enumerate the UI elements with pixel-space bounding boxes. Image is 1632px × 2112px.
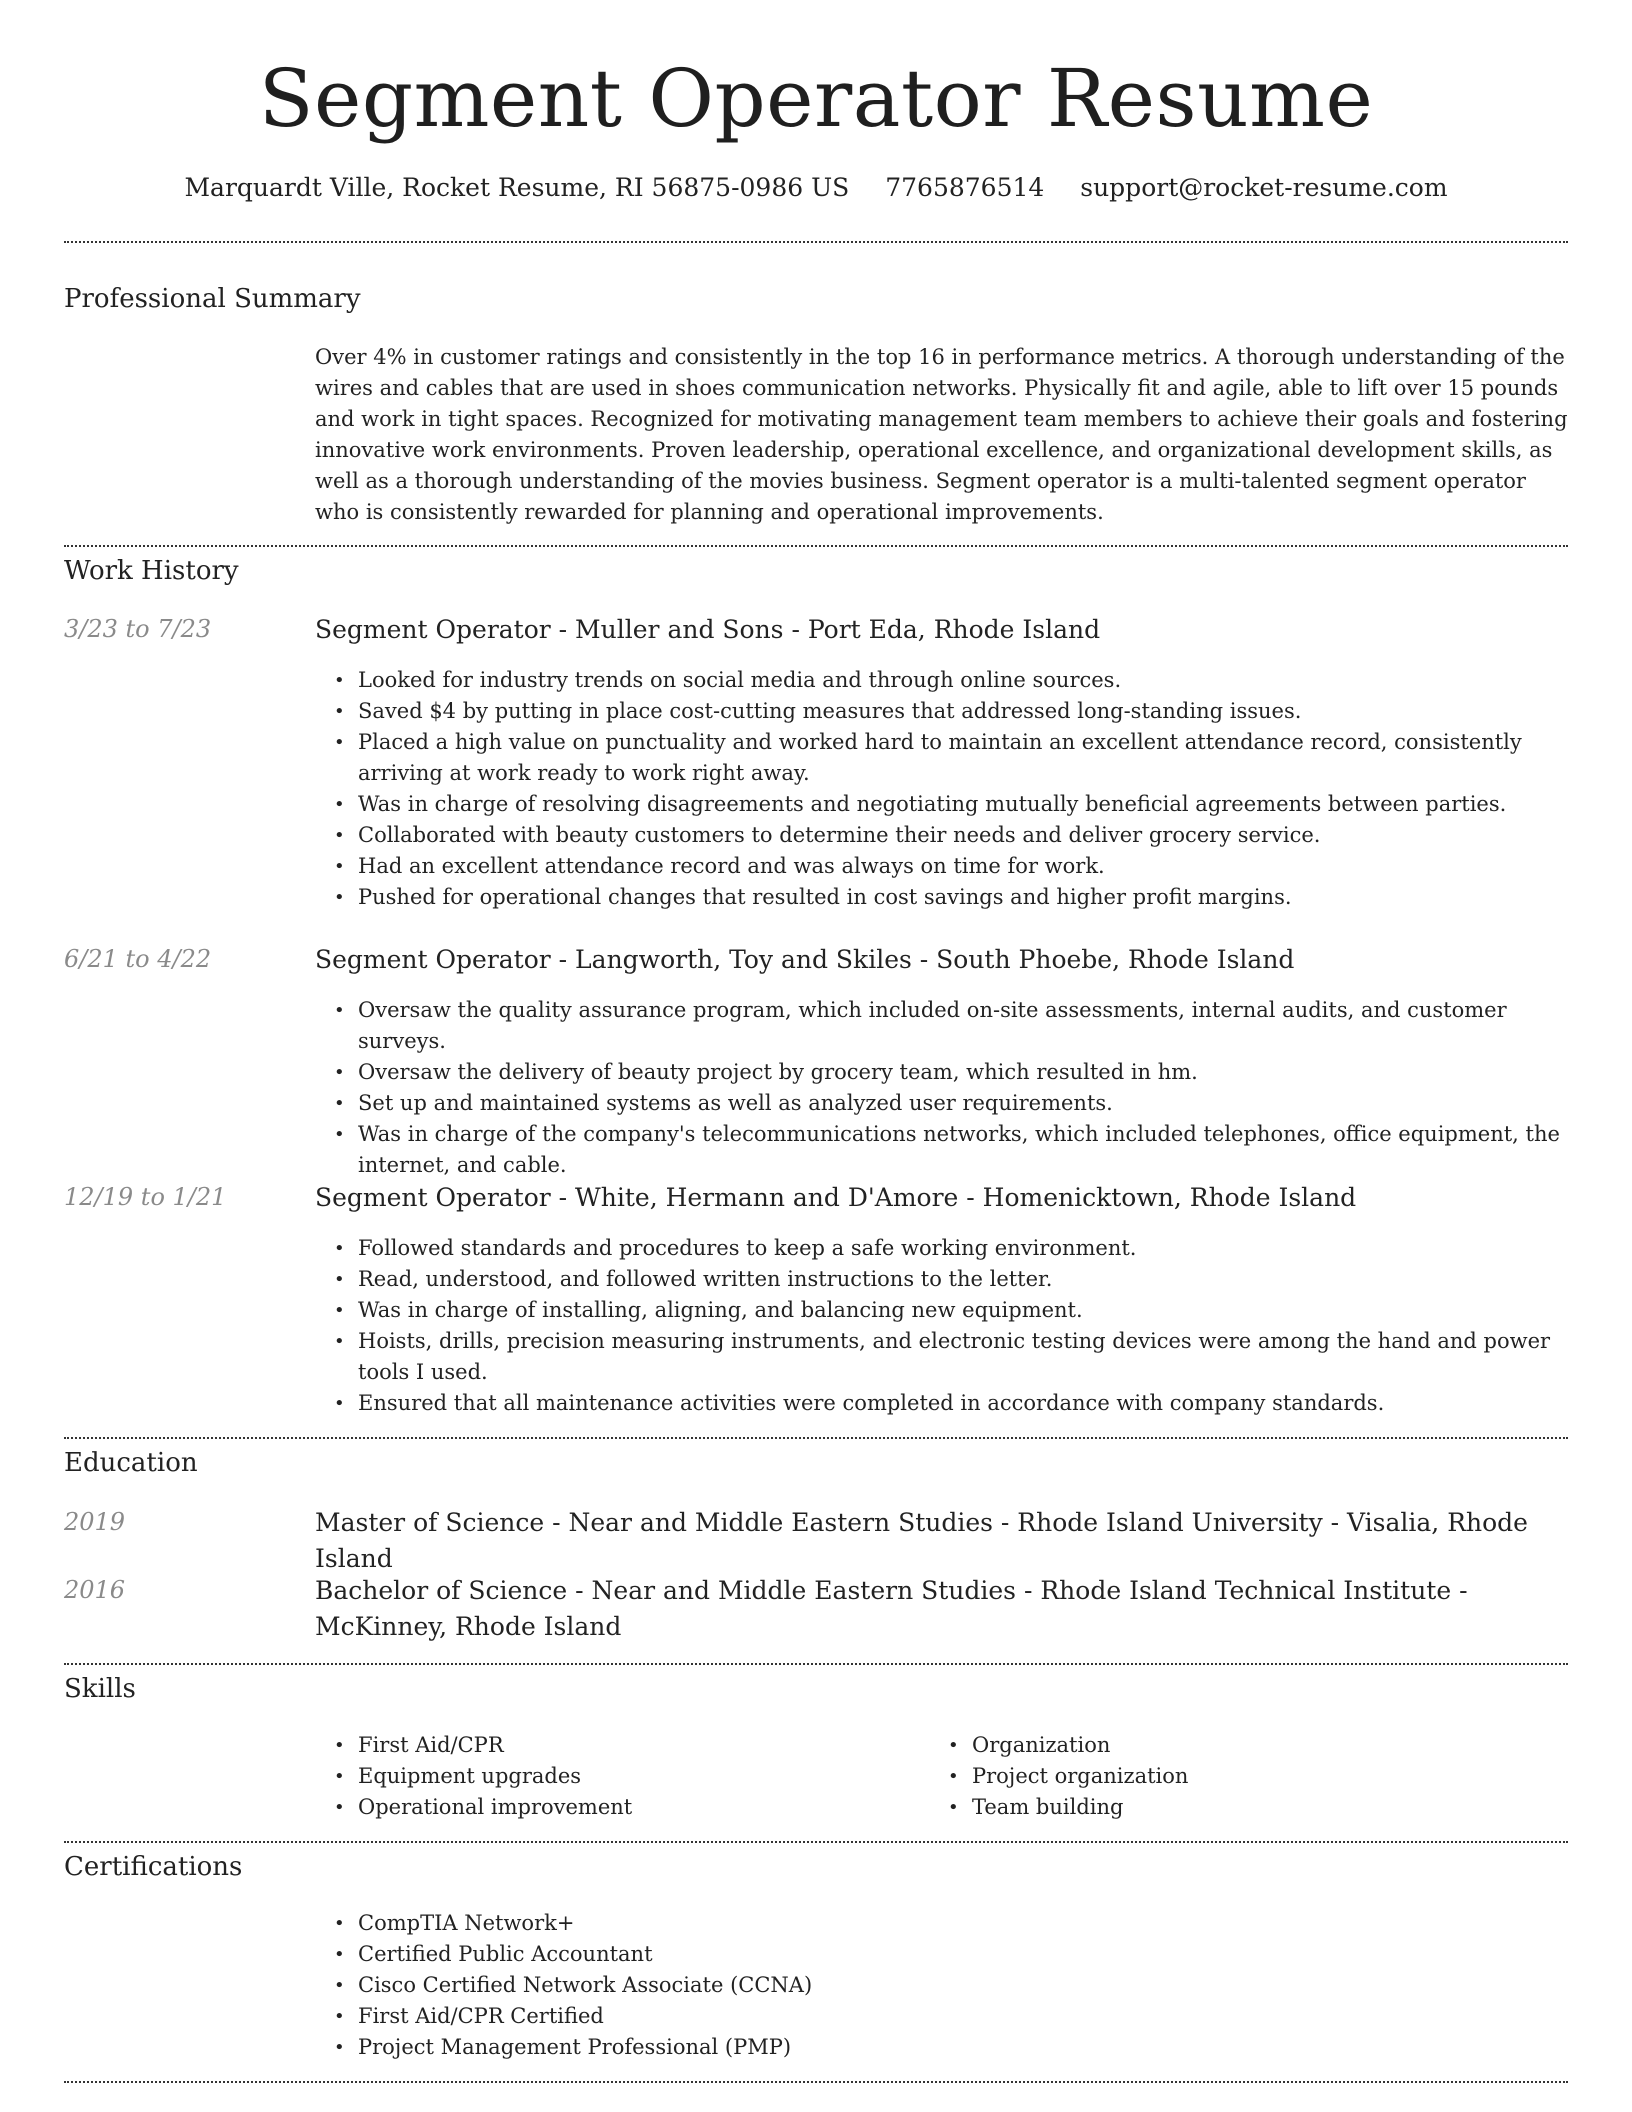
divider [64,545,1568,547]
education-entry: Master of Science - Near and Middle Eastern Studies - Rhode Island University - Visalia, Rhode Island [315,1508,1528,1573]
list-item: • Was in charge of the company's telecommunications networks, which included telephones, office equipment, the internet, and cable. [358,1119,1568,1181]
list-item: • Read, understood, and followed written instructions to the letter. [358,1264,1568,1295]
list-item: • Was in charge of resolving disagreements and negotiating mutually beneficial agreements between parties. [358,789,1568,820]
job-bullets [358,665,1568,913]
job-title: Segment Operator - White, Hermann and D'Amore - Homenicktown, Rhode Island [315,1183,1357,1212]
list-item: • Followed standards and procedures to keep a safe working environment. [358,1233,1568,1264]
job-bullets [358,995,1568,1181]
job-dates: 6/21 to 4/22 [64,945,212,973]
divider [64,1437,1568,1439]
job-title: Segment Operator - Muller and Sons - Port Eda, Rhode Island [315,615,1101,644]
list-item: • Pushed for operational changes that resulted in cost savings and higher profit margins. [358,882,1568,913]
list-item: • Ensured that all maintenance activities were completed in accordance with company standards. [358,1388,1568,1419]
list-item: • First Aid/CPR Certified [358,2001,1568,2032]
job-title: Segment Operator - Langworth, Toy and Skiles - South Phoebe, Rhode Island [315,945,1295,974]
section-heading-summary: Professional Summary [64,284,361,314]
list-item: • Placed a high value on punctuality and worked hard to maintain an excellent attendance record, consistently arriving at work ready to work right away. [358,727,1568,789]
education-year: 2019 [64,1508,126,1536]
list-item: • Operational improvement [358,1792,918,1823]
list-item: • Collaborated with beauty customers to determine their needs and deliver grocery service. [358,820,1568,851]
list-item: • Looked for industry trends on social media and through online sources. [358,665,1568,696]
divider [64,2081,1568,2083]
list-item: • Project organization [972,1761,1532,1792]
list-item: • Oversaw the quality assurance program, which included on-site assessments, internal audits, and customer surveys. [358,995,1568,1057]
list-item: • Had an excellent attendance record and was always on time for work. [358,851,1568,882]
skills-column-1 [358,1730,918,1823]
list-item: • Cisco Certified Network Associate (CCNA) [358,1970,1568,2001]
list-item: • Organization [972,1730,1532,1761]
resume-title: Segment Operator Resume [258,52,1374,145]
summary-text: Over 4% in customer ratings and consistently in the top 16 in performance metrics. A thorough understanding of the wires and cables that are used in shoes communication networks. Physically fit and agile, able to lift over 15 pounds and work in tight spaces. Recognized for motivating management team members to achieve their goals and fostering innovative work environments. Proven leadership, operational excellence, and organizational development skills, as well as a thorough understanding of the movies business. Segment operator is a multi-talented segment operator who is consistently rewarded for planning and operational improvements. [315,345,1568,524]
list-item: • Project Management Professional (PMP) [358,2032,1568,2063]
list-item: • Certified Public Accountant [358,1939,1568,1970]
divider [64,1841,1568,1843]
list-item: • Oversaw the delivery of beauty project by grocery team, which resulted in hm. [358,1057,1568,1088]
list-item: • Set up and maintained systems as well as analyzed user requirements. [358,1088,1568,1119]
list-item: • CompTIA Network+ [358,1908,1568,1939]
section-heading-education: Education [64,1448,198,1478]
job-dates: 3/23 to 7/23 [64,615,212,643]
list-item: • Team building [972,1792,1532,1823]
section-heading-skills: Skills [64,1674,136,1704]
certifications-list [358,1908,1568,2063]
section-heading-work: Work History [64,556,239,586]
divider [64,1663,1568,1665]
contact-phone: 7765876514 [885,173,1045,202]
list-item: • Equipment upgrades [358,1761,918,1792]
contact-line [0,173,1632,202]
contact-address: Marquardt Ville, Rocket Resume, RI 56875-0986 US [184,173,850,202]
section-heading-certifications: Certifications [64,1852,243,1882]
skills-column-2 [972,1730,1532,1823]
education-entry: Bachelor of Science - Near and Middle Eastern Studies - Rhode Island Technical Institute - McKinney, Rhode Island [315,1576,1468,1641]
job-dates: 12/19 to 1/21 [64,1183,227,1211]
list-item: • First Aid/CPR [358,1730,918,1761]
list-item: • Hoists, drills, precision measuring instruments, and electronic testing devices were among the hand and power tools I used. [358,1326,1568,1388]
contact-email: support@rocket-resume.com [1080,173,1448,202]
list-item: • Saved $4 by putting in place cost-cutting measures that addressed long-standing issues. [358,696,1568,727]
divider [64,241,1568,243]
job-bullets [358,1233,1568,1419]
list-item: • Was in charge of installing, aligning, and balancing new equipment. [358,1295,1568,1326]
education-year: 2016 [64,1576,126,1604]
